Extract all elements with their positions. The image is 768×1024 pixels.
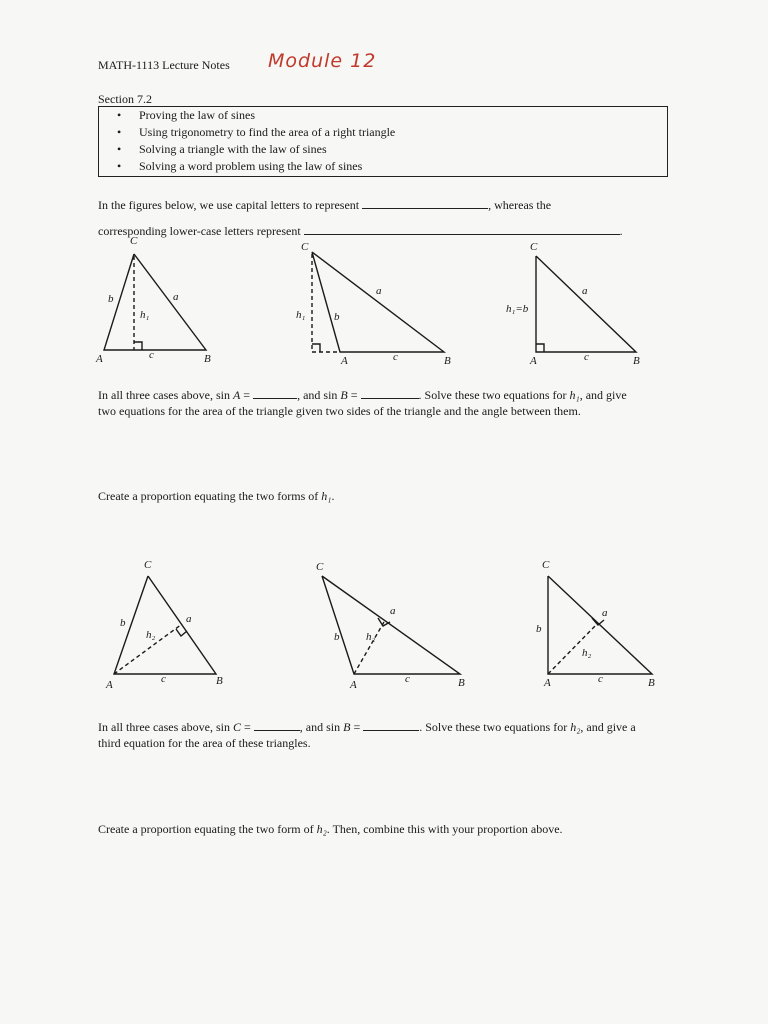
para-text: In all three cases above, sin	[98, 720, 233, 734]
label-a: a	[602, 607, 608, 619]
para-text: . Then, combine this with your proportion above.	[326, 822, 563, 836]
label-h1: h₁	[296, 309, 306, 321]
altitude-h2	[354, 622, 384, 674]
para-text: , and give	[579, 388, 627, 402]
para-text: In all three cases above, sin	[98, 388, 233, 402]
topics-box	[98, 106, 668, 177]
label-B: B	[633, 355, 640, 367]
label-h2: h₂	[582, 647, 592, 659]
label-C: C	[144, 559, 152, 571]
proportion-1	[98, 488, 334, 504]
label-h1-eq-b: h₁=b	[506, 303, 529, 315]
label-B: B	[444, 355, 451, 367]
intro-text: corresponding lower-case letters represent	[98, 224, 301, 238]
label-c: c	[393, 351, 398, 363]
label-h2: h₂	[146, 629, 156, 641]
right-angle-mark	[134, 342, 142, 350]
topic-item: • Solving a word problem using the law of sines	[139, 158, 667, 175]
paragraph-1-line-2: two equations for the area of the triangle given two sides of the triangle and the angle between them.	[98, 404, 581, 418]
label-B: B	[204, 353, 211, 365]
para-text: , and give a	[580, 720, 636, 734]
label-a: a	[582, 285, 588, 297]
math-var: B	[340, 388, 348, 402]
label-b: b	[536, 623, 542, 635]
section-title: Section 7.2	[98, 92, 152, 106]
label-a: a	[186, 613, 192, 625]
para-text: , and sin	[297, 388, 341, 402]
course-title: MATH-1113 Lecture Notes	[98, 58, 230, 72]
intro-line-2: corresponding lower-case letters represent .	[98, 224, 623, 238]
label-a: a	[390, 605, 396, 617]
math-var: h₁	[569, 388, 580, 402]
label-C: C	[530, 241, 538, 253]
para-text: =	[347, 388, 361, 402]
label-c: c	[584, 351, 589, 363]
para-text: . Solve these two equations for	[418, 388, 570, 402]
topic-item: • Proving the law of sines	[139, 107, 667, 124]
label-C: C	[316, 561, 324, 573]
label-b: b	[334, 311, 340, 323]
para-text: , and sin	[299, 720, 344, 734]
label-a: a	[376, 285, 382, 297]
right-angle-mark	[312, 344, 320, 352]
triangle-3	[536, 256, 636, 352]
module-handwritten: Module 12	[268, 50, 377, 72]
math-var: A	[232, 388, 241, 402]
label-A: A	[106, 679, 113, 691]
label-A: A	[341, 355, 348, 367]
label-C: C	[301, 241, 309, 253]
triangles-row-1	[90, 232, 690, 372]
math-var: h₂	[316, 822, 327, 836]
triangle-3	[548, 576, 652, 674]
paragraph-2-line-2: third equation for the area of these triangles.	[98, 736, 311, 750]
intro-text: , whereas the	[488, 198, 552, 212]
answer-blank[interactable]	[361, 386, 419, 399]
label-h2: h₂	[366, 631, 376, 643]
label-A: A	[96, 353, 103, 365]
label-c: c	[405, 673, 410, 685]
label-C: C	[542, 559, 550, 571]
right-angle-mark	[536, 344, 544, 352]
math-var: B	[343, 720, 351, 734]
label-B: B	[216, 675, 223, 687]
para-text: Create a proportion equating the two forms of	[98, 489, 322, 503]
triangles-row-2	[100, 556, 680, 696]
label-A: A	[350, 679, 357, 691]
topic-item: • Using trigonometry to find the area of a right triangle	[139, 124, 667, 141]
label-B: B	[648, 677, 655, 689]
label-b: b	[334, 631, 340, 643]
label-a: a	[173, 291, 179, 303]
para-text: Create a proportion equating the two form of	[98, 822, 317, 836]
label-C: C	[130, 235, 138, 247]
math-var: h₂	[570, 720, 581, 734]
para-text: =	[350, 720, 364, 734]
para-text: . Solve these two equations for	[419, 720, 571, 734]
intro-text: In the figures below, we use capital letters to represent	[98, 198, 360, 212]
topic-item: • Solving a triangle with the law of sines	[139, 141, 667, 158]
paragraph-2-line-1	[98, 718, 636, 735]
math-var: h₁	[321, 489, 332, 503]
label-h1: h₁	[140, 309, 150, 321]
triangle-2	[322, 576, 460, 674]
math-var: C	[232, 720, 241, 734]
label-c: c	[161, 673, 166, 685]
answer-blank[interactable]	[363, 718, 419, 731]
triangle-2	[312, 252, 444, 352]
paragraph-1-line-1	[98, 386, 627, 403]
right-angle-mark	[592, 618, 604, 625]
para-text: =	[240, 720, 254, 734]
triangle-1	[114, 576, 216, 674]
label-A: A	[530, 355, 537, 367]
triangle-1	[104, 254, 206, 350]
intro-line-1	[98, 196, 551, 213]
label-A: A	[544, 677, 551, 689]
answer-blank[interactable]	[253, 386, 297, 399]
label-b: b	[120, 617, 126, 629]
proportion-2	[98, 821, 563, 837]
para-text: .	[331, 489, 335, 503]
answer-blank[interactable]	[254, 718, 300, 731]
para-text: =	[240, 388, 254, 402]
label-c: c	[149, 349, 154, 361]
label-B: B	[458, 677, 465, 689]
answer-blank[interactable]	[362, 196, 488, 209]
label-b: b	[108, 293, 114, 305]
label-c: c	[598, 673, 603, 685]
